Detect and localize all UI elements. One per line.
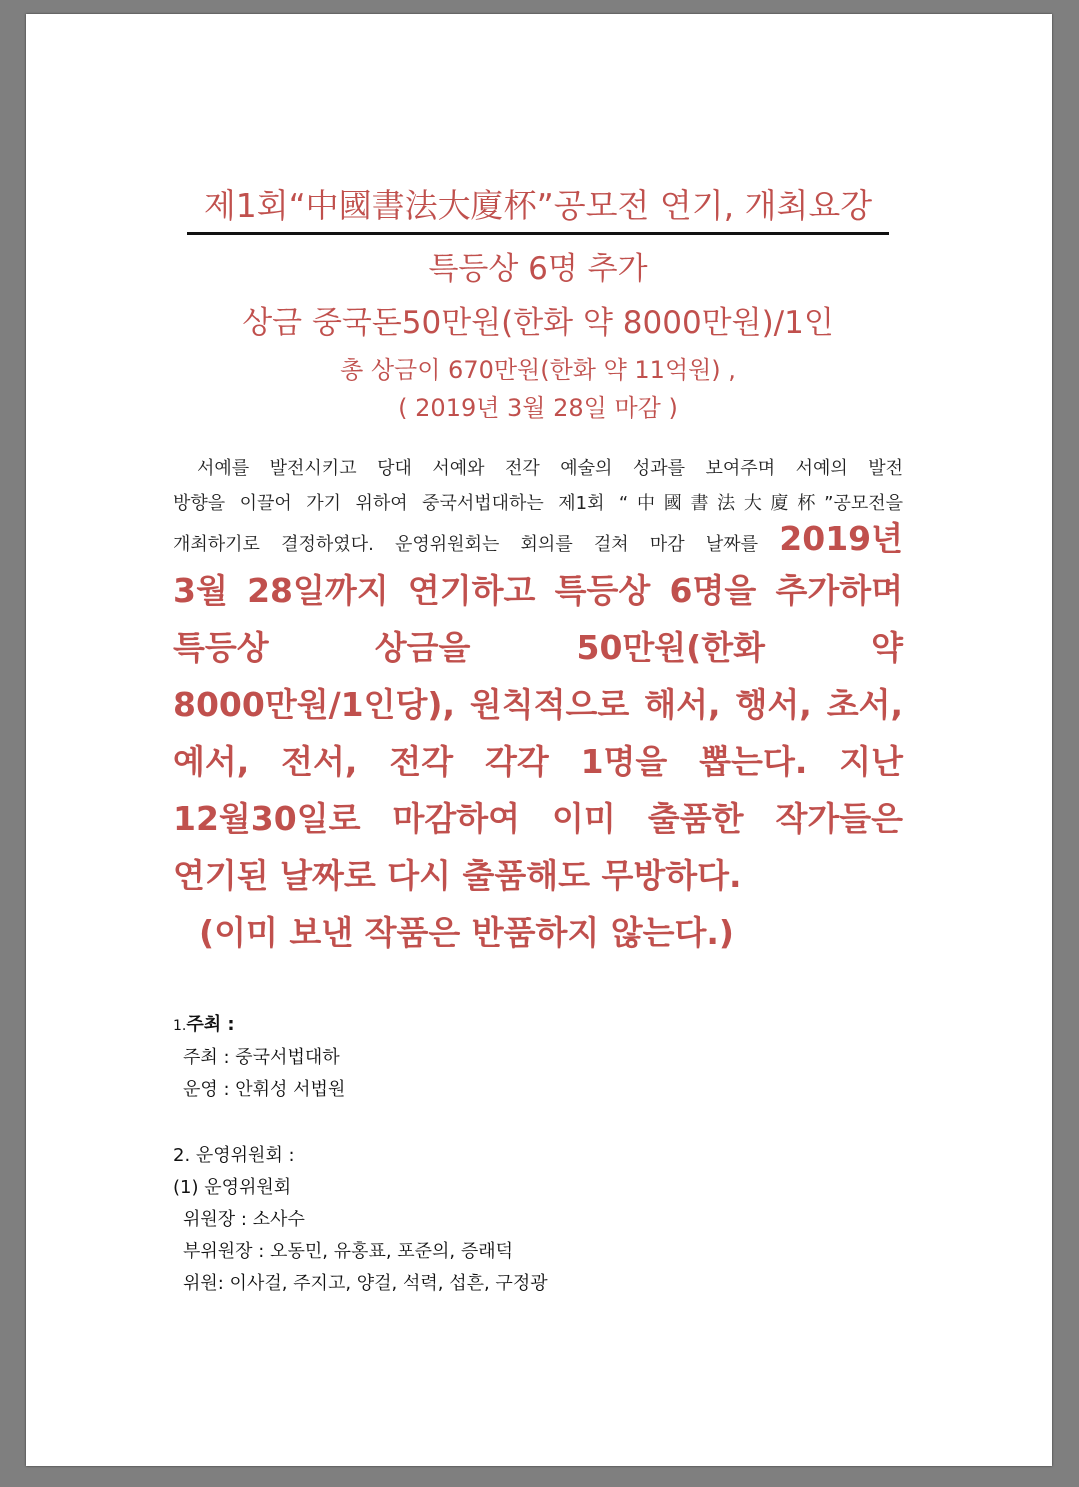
highlight-line-6: 연기된 날짜로 다시 출품해도 무방하다. [173, 856, 742, 895]
intro-line-3 [173, 521, 903, 562]
intro-line-2: 방향을 이끌어 가기 위하여 중국서법대하는 제1회 “中國書法大廈杯”공모전을 [173, 493, 903, 514]
committee-vice-chairs: 부위원장 : 오동민, 유홍표, 포준의, 증래덕 [183, 1241, 514, 1262]
subtitle-deadline: ( 2019년 3월 28일 마감 ) [398, 394, 678, 422]
highlight-line-2: 특등상 상금을 50만원(한화 약 [173, 628, 903, 667]
committee-members: 위원: 이사걸, 주지고, 양걸, 석력, 섭흔, 구정광 [183, 1273, 548, 1294]
title-block [173, 184, 903, 235]
subtitle-special-award: 특등상 6명 추가 [428, 251, 648, 287]
operation-line: 운영 : 안휘성 서법원 [183, 1079, 346, 1100]
highlight-line-1: 3월 28일까지 연기하고 특등상 6명을 추가하며 [173, 571, 903, 610]
intro-line-3-text: 개최하기로 결정하였다. 운영위원회는 회의를 걸쳐 마감 날짜를 [173, 534, 759, 555]
highlight-line-5: 12월30일로 마감하여 이미 출품한 작가들은 [173, 799, 903, 838]
intro-line-3-highlight: 2019년 [779, 519, 903, 558]
highlight-line-3: 8000만원/1인당), 원칙적으로 해서, 행서, 초서, [173, 685, 903, 724]
intro-line-1: 서예를 발전시키고 당대 서예와 전각 예술의 성과를 보여주며 서예의 발전 [197, 458, 903, 479]
section-committee-heading: 2. 운영위원회 : [173, 1145, 295, 1166]
intro-paragraph [173, 451, 903, 562]
committee-chair: 위원장 : 소사수 [183, 1209, 305, 1230]
section-host-title: 주최 : [186, 1014, 235, 1035]
section-host [173, 1009, 903, 1106]
title-underline [187, 232, 889, 235]
committee-subheading: (1) 운영위원회 [173, 1177, 292, 1198]
document-content [173, 184, 903, 1300]
highlight-note: (이미 보낸 작품은 반품하지 않는다.) [199, 913, 734, 952]
section-host-number: 1. [173, 1018, 187, 1034]
host-line: 주최 : 중국서법대하 [183, 1047, 340, 1068]
subtitle-total-prize: 총 상금이 670만원(한화 약 11억원) , [340, 356, 736, 384]
subtitle-prize-money: 상금 중국돈50만원(한화 약 8000만원)/1인 [242, 305, 834, 341]
document-page [26, 14, 1052, 1466]
document-title: 제1회“中國書法大廈杯”공모전 연기, 개최요강 [203, 186, 873, 225]
highlight-line-4: 예서, 전서, 전각 각각 1명을 뽑는다. 지난 [173, 742, 903, 781]
section-host-heading [173, 1009, 903, 1042]
section-committee [173, 1140, 903, 1300]
highlight-paragraph [173, 562, 903, 961]
